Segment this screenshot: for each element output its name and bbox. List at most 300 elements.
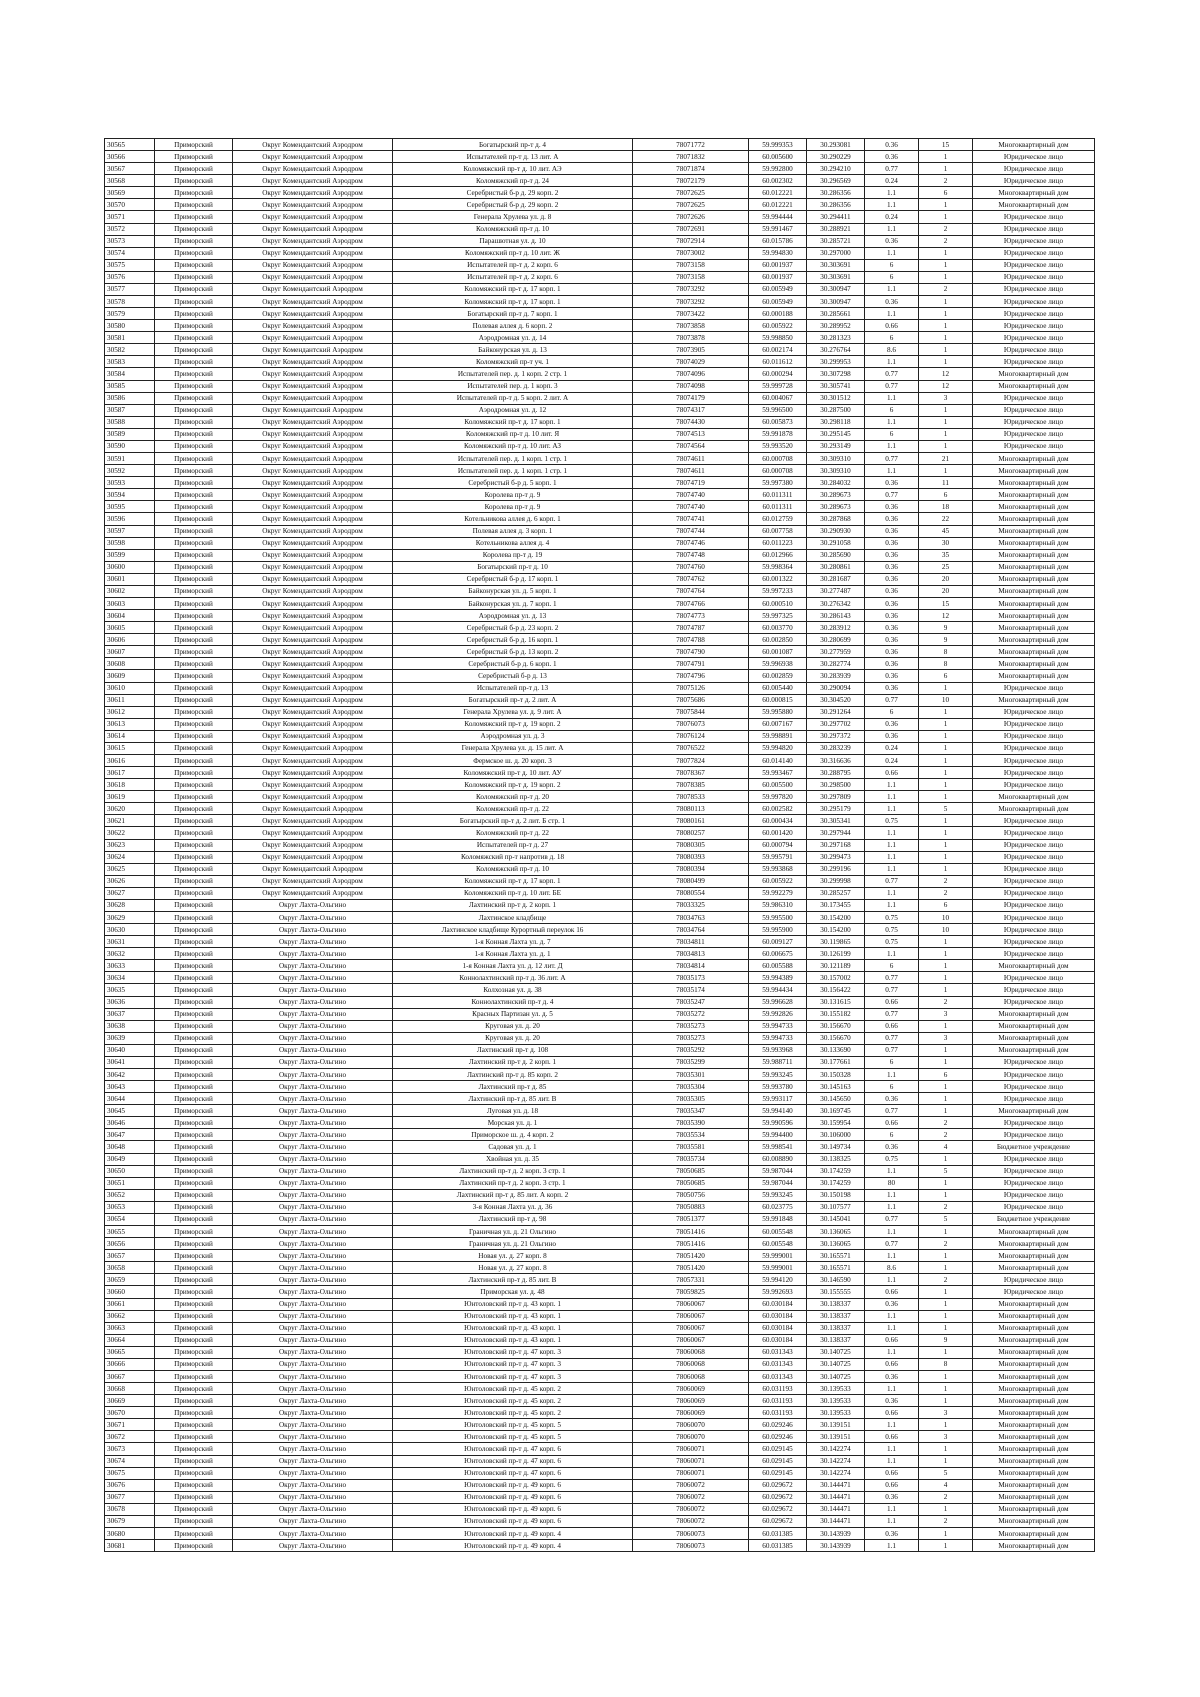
cell-district: Приморский [155, 718, 233, 730]
cell-okrug: Округ Лахта-Ольгино [233, 1238, 393, 1250]
cell-code: 78074179 [633, 392, 749, 404]
cell-code: 78035292 [633, 1044, 749, 1056]
cell-district: Приморский [155, 199, 233, 211]
cell-okrug: Округ Комендантский Аэродром [233, 453, 393, 465]
cell-count: 9 [919, 622, 973, 634]
cell-address: Лахтинский пр-т д. 85 лит. В [393, 1093, 633, 1105]
cell-lon: 30.289673 [807, 489, 865, 501]
cell-count: 1 [919, 1177, 973, 1189]
cell-district: Приморский [155, 1032, 233, 1044]
cell-count: 1 [919, 984, 973, 996]
cell-okrug: Округ Лахта-Ольгино [233, 1020, 393, 1032]
cell-address: Испытателей пр-т д. 27 [393, 839, 633, 851]
cell-id: 30568 [105, 175, 155, 187]
cell-district: Приморский [155, 899, 233, 911]
table-row [105, 742, 1095, 754]
cell-count: 1 [919, 211, 973, 223]
table-body [105, 139, 1095, 1552]
cell-address: Граничная ул. д. 21 Ольгино [393, 1226, 633, 1238]
cell-okrug: Округ Лахта-Ольгино [233, 1105, 393, 1117]
cell-lat: 60.001087 [749, 646, 807, 658]
cell-lat: 60.001420 [749, 827, 807, 839]
cell-lat: 60.029672 [749, 1503, 807, 1515]
cell-code: 78057331 [633, 1274, 749, 1286]
cell-type: Юридическое лицо [973, 235, 1095, 247]
cell-id: 30610 [105, 682, 155, 694]
cell-id: 30617 [105, 767, 155, 779]
cell-code: 78035174 [633, 984, 749, 996]
cell-volume: 1.1 [865, 1310, 919, 1322]
cell-address: Юнтоловский пр-т д. 43 корп. 1 [393, 1310, 633, 1322]
cell-lat: 59.994820 [749, 742, 807, 754]
cell-count: 2 [919, 1491, 973, 1503]
cell-lat: 59.992826 [749, 1008, 807, 1020]
cell-count: 12 [919, 610, 973, 622]
cell-lat: 59.999001 [749, 1250, 807, 1262]
cell-address: Коломяжский пр-т д. 10 лит. БЕ [393, 887, 633, 899]
cell-lat: 60.005500 [749, 779, 807, 791]
cell-okrug: Округ Комендантский Аэродром [233, 597, 393, 609]
cell-lon: 30.165571 [807, 1250, 865, 1262]
cell-district: Приморский [155, 851, 233, 863]
cell-lat: 60.030184 [749, 1298, 807, 1310]
cell-type: Юридическое лицо [973, 332, 1095, 344]
cell-id: 30667 [105, 1370, 155, 1382]
cell-address: Байконурская ул. д. 5 корп. 1 [393, 585, 633, 597]
cell-volume: 0.36 [865, 1141, 919, 1153]
cell-district: Приморский [155, 948, 233, 960]
cell-okrug: Округ Лахта-Ольгино [233, 1310, 393, 1322]
cell-district: Приморский [155, 392, 233, 404]
table-row [105, 1262, 1095, 1274]
cell-address: Юнтоловский пр-т д. 47 корп. 3 [393, 1358, 633, 1370]
cell-lat: 60.031385 [749, 1527, 807, 1539]
cell-lon: 30.299196 [807, 863, 865, 875]
cell-lon: 30.297372 [807, 730, 865, 742]
cell-type: Многоквартирный дом [973, 187, 1095, 199]
cell-type: Юридическое лицо [973, 416, 1095, 428]
cell-okrug: Округ Лахта-Ольгино [233, 899, 393, 911]
cell-lon: 30.281323 [807, 332, 865, 344]
cell-lat: 59.991878 [749, 428, 807, 440]
table-row [105, 839, 1095, 851]
cell-district: Приморский [155, 1491, 233, 1503]
cell-count: 2 [919, 223, 973, 235]
cell-lon: 30.285257 [807, 887, 865, 899]
cell-lon: 30.286143 [807, 610, 865, 622]
cell-address: Юнтоловский пр-т д. 49 корп. 6 [393, 1479, 633, 1491]
cell-address: Байконурская ул. д. 13 [393, 344, 633, 356]
cell-volume: 0.36 [865, 610, 919, 622]
cell-volume: 1.1 [865, 1189, 919, 1201]
cell-code: 78073002 [633, 247, 749, 259]
cell-address: Серебристый б-р д. 29 корп. 2 [393, 187, 633, 199]
cell-id: 30596 [105, 513, 155, 525]
cell-district: Приморский [155, 271, 233, 283]
cell-volume: 0.36 [865, 549, 919, 561]
cell-type: Многоквартирный дом [973, 610, 1095, 622]
table-row [105, 984, 1095, 996]
cell-count: 6 [919, 899, 973, 911]
cell-id: 30595 [105, 501, 155, 513]
cell-district: Приморский [155, 634, 233, 646]
cell-type: Многоквартирный дом [973, 1250, 1095, 1262]
cell-count: 1 [919, 356, 973, 368]
cell-district: Приморский [155, 356, 233, 368]
cell-id: 30627 [105, 887, 155, 899]
cell-code: 78035734 [633, 1153, 749, 1165]
cell-district: Приморский [155, 924, 233, 936]
table-row [105, 283, 1095, 295]
cell-code: 78072625 [633, 199, 749, 211]
cell-volume: 1.1 [865, 465, 919, 477]
cell-address: Испытателей пер. д. 1 корп. 2 стр. 1 [393, 368, 633, 380]
cell-lat: 60.011311 [749, 501, 807, 513]
cell-volume: 0.36 [865, 658, 919, 670]
cell-address: Лахтинское кладбище [393, 912, 633, 924]
cell-lat: 60.000434 [749, 815, 807, 827]
cell-lon: 30.283912 [807, 622, 865, 634]
table-row [105, 1081, 1095, 1093]
cell-type: Юридическое лицо [973, 151, 1095, 163]
cell-address: Коломяжский пр-т д. 10 лит. Я [393, 428, 633, 440]
cell-volume: 0.66 [865, 1479, 919, 1491]
table-row [105, 561, 1095, 573]
table-row [105, 585, 1095, 597]
table-row [105, 1213, 1095, 1225]
cell-address: Коломяжский пр-т д. 17 корп. 1 [393, 416, 633, 428]
cell-id: 30608 [105, 658, 155, 670]
cell-code: 78075686 [633, 694, 749, 706]
cell-lat: 60.002302 [749, 175, 807, 187]
cell-code: 78050883 [633, 1201, 749, 1213]
cell-id: 30664 [105, 1334, 155, 1346]
cell-volume: 1.1 [865, 392, 919, 404]
cell-district: Приморский [155, 827, 233, 839]
cell-lon: 30.285661 [807, 308, 865, 320]
cell-okrug: Округ Лахта-Ольгино [233, 1322, 393, 1334]
cell-count: 1 [919, 1540, 973, 1552]
cell-count: 1 [919, 271, 973, 283]
cell-lon: 30.154200 [807, 924, 865, 936]
cell-count: 1 [919, 440, 973, 452]
cell-address: Серебристый б-р д. 16 корп. 1 [393, 634, 633, 646]
cell-okrug: Округ Комендантский Аэродром [233, 211, 393, 223]
cell-lon: 30.282774 [807, 658, 865, 670]
cell-type: Юридическое лицо [973, 1165, 1095, 1177]
cell-volume: 1.1 [865, 1201, 919, 1213]
cell-id: 30629 [105, 912, 155, 924]
cell-volume: 0.66 [865, 767, 919, 779]
cell-address: Коломяжский пр-т напротив д. 18 [393, 851, 633, 863]
cell-district: Приморский [155, 247, 233, 259]
cell-id: 30626 [105, 875, 155, 887]
cell-type: Многоквартирный дом [973, 622, 1095, 634]
cell-okrug: Округ Комендантский Аэродром [233, 235, 393, 247]
cell-lon: 30.138337 [807, 1298, 865, 1310]
cell-type: Юридическое лицо [973, 404, 1095, 416]
cell-district: Приморский [155, 416, 233, 428]
cell-okrug: Округ Комендантский Аэродром [233, 404, 393, 416]
cell-volume: 6 [865, 259, 919, 271]
cell-lat: 60.002850 [749, 634, 807, 646]
cell-okrug: Округ Лахта-Ольгино [233, 972, 393, 984]
cell-lon: 30.297809 [807, 791, 865, 803]
table-row [105, 1153, 1095, 1165]
cell-count: 1 [919, 851, 973, 863]
cell-count: 1 [919, 259, 973, 271]
cell-lon: 30.289952 [807, 320, 865, 332]
cell-count: 1 [919, 1455, 973, 1467]
table-row [105, 428, 1095, 440]
table-row [105, 440, 1095, 452]
cell-id: 30618 [105, 779, 155, 791]
cell-lat: 60.031193 [749, 1395, 807, 1407]
cell-lat: 60.029672 [749, 1515, 807, 1527]
cell-lon: 30.140725 [807, 1346, 865, 1358]
cell-type: Многоквартирный дом [973, 139, 1095, 151]
cell-lat: 59.992279 [749, 887, 807, 899]
cell-count: 15 [919, 139, 973, 151]
cell-volume: 6 [865, 706, 919, 718]
cell-count: 5 [919, 1467, 973, 1479]
cell-okrug: Округ Лахта-Ольгино [233, 1443, 393, 1455]
table-row [105, 308, 1095, 320]
cell-lon: 30.280861 [807, 561, 865, 573]
cell-address: Аэродромная ул. д. 12 [393, 404, 633, 416]
cell-lon: 30.139533 [807, 1407, 865, 1419]
cell-district: Приморский [155, 803, 233, 815]
cell-address: Юнтоловский пр-т д. 47 корп. 6 [393, 1443, 633, 1455]
cell-lon: 30.140725 [807, 1370, 865, 1382]
cell-lon: 30.136065 [807, 1238, 865, 1250]
cell-id: 30673 [105, 1443, 155, 1455]
cell-id: 30572 [105, 223, 155, 235]
cell-id: 30575 [105, 259, 155, 271]
cell-code: 78035390 [633, 1117, 749, 1129]
cell-count: 1 [919, 972, 973, 984]
cell-id: 30622 [105, 827, 155, 839]
table-row [105, 151, 1095, 163]
cell-okrug: Округ Комендантский Аэродром [233, 573, 393, 585]
cell-count: 4 [919, 1141, 973, 1153]
cell-type: Многоквартирный дом [973, 513, 1095, 525]
cell-district: Приморский [155, 380, 233, 392]
cell-district: Приморский [155, 235, 233, 247]
cell-volume: 1.1 [865, 223, 919, 235]
cell-lon: 30.291264 [807, 706, 865, 718]
cell-district: Приморский [155, 308, 233, 320]
table-row [105, 670, 1095, 682]
cell-district: Приморский [155, 1262, 233, 1274]
cell-type: Многоквартирный дом [973, 1105, 1095, 1117]
table-row [105, 211, 1095, 223]
cell-district: Приморский [155, 525, 233, 537]
cell-lat: 60.007758 [749, 525, 807, 537]
cell-id: 30594 [105, 489, 155, 501]
cell-lat: 59.998891 [749, 730, 807, 742]
cell-address: Лахтинский пр-т д. 85 лит. А корп. 2 [393, 1189, 633, 1201]
cell-district: Приморский [155, 477, 233, 489]
data-table [104, 138, 1095, 1552]
cell-type: Юридическое лицо [973, 271, 1095, 283]
cell-lon: 30.304520 [807, 694, 865, 706]
cell-id: 30641 [105, 1056, 155, 1068]
table-row [105, 791, 1095, 803]
table-row [105, 779, 1095, 791]
cell-id: 30605 [105, 622, 155, 634]
cell-lon: 30.276764 [807, 344, 865, 356]
cell-id: 30659 [105, 1274, 155, 1286]
cell-count: 1 [919, 791, 973, 803]
cell-type: Юридическое лицо [973, 356, 1095, 368]
cell-district: Приморский [155, 779, 233, 791]
cell-code: 78074740 [633, 501, 749, 513]
cell-code: 78034764 [633, 924, 749, 936]
cell-id: 30625 [105, 863, 155, 875]
cell-id: 30601 [105, 573, 155, 585]
cell-id: 30660 [105, 1286, 155, 1298]
cell-type: Юридическое лицо [973, 1069, 1095, 1081]
cell-lat: 59.994140 [749, 1105, 807, 1117]
cell-type: Многоквартирный дом [973, 1020, 1095, 1032]
cell-address: Луговая ул. д. 18 [393, 1105, 633, 1117]
table-row [105, 416, 1095, 428]
table-row [105, 247, 1095, 259]
cell-lon: 30.154200 [807, 912, 865, 924]
cell-okrug: Округ Лахта-Ольгино [233, 1250, 393, 1262]
cell-okrug: Округ Комендантский Аэродром [233, 440, 393, 452]
cell-code: 78078385 [633, 779, 749, 791]
cell-lon: 30.307298 [807, 368, 865, 380]
cell-volume: 0.36 [865, 1491, 919, 1503]
cell-okrug: Округ Лахта-Ольгино [233, 1177, 393, 1189]
cell-address: Коннолахтинский пр-т д. 36 лит. А [393, 972, 633, 984]
cell-code: 78076522 [633, 742, 749, 754]
cell-district: Приморский [155, 839, 233, 851]
cell-address: Юнтоловский пр-т д. 43 корп. 1 [393, 1298, 633, 1310]
cell-count: 1 [919, 1226, 973, 1238]
cell-count: 1 [919, 344, 973, 356]
cell-id: 30640 [105, 1044, 155, 1056]
cell-count: 3 [919, 1032, 973, 1044]
cell-okrug: Округ Комендантский Аэродром [233, 803, 393, 815]
cell-lon: 30.174259 [807, 1165, 865, 1177]
cell-lat: 60.031385 [749, 1540, 807, 1552]
cell-type: Юридическое лицо [973, 211, 1095, 223]
cell-volume: 0.66 [865, 1431, 919, 1443]
cell-code: 78050756 [633, 1189, 749, 1201]
cell-count: 1 [919, 706, 973, 718]
cell-address: Испытателей пер. д. 1 корп. 1 стр. 1 [393, 465, 633, 477]
cell-id: 30586 [105, 392, 155, 404]
cell-code: 78060068 [633, 1358, 749, 1370]
cell-okrug: Округ Комендантский Аэродром [233, 308, 393, 320]
cell-id: 30663 [105, 1322, 155, 1334]
cell-lon: 30.139151 [807, 1431, 865, 1443]
table-row [105, 1069, 1095, 1081]
cell-lon: 30.294210 [807, 163, 865, 175]
cell-okrug: Округ Комендантский Аэродром [233, 875, 393, 887]
cell-code: 78076073 [633, 718, 749, 730]
table-row [105, 223, 1095, 235]
cell-district: Приморский [155, 1298, 233, 1310]
cell-id: 30668 [105, 1383, 155, 1395]
cell-type: Юридическое лицо [973, 887, 1095, 899]
cell-code: 78073858 [633, 320, 749, 332]
cell-lat: 60.011223 [749, 537, 807, 549]
cell-type: Юридическое лицо [973, 706, 1095, 718]
cell-count: 1 [919, 682, 973, 694]
cell-count: 18 [919, 501, 973, 513]
cell-address: Коломяжский пр-т д. 24 [393, 175, 633, 187]
cell-okrug: Округ Лахта-Ольгино [233, 1503, 393, 1515]
cell-district: Приморский [155, 1419, 233, 1431]
table-row [105, 1226, 1095, 1238]
cell-id: 30643 [105, 1081, 155, 1093]
cell-okrug: Округ Комендантский Аэродром [233, 187, 393, 199]
cell-okrug: Округ Лахта-Ольгино [233, 1213, 393, 1225]
cell-lat: 59.998364 [749, 561, 807, 573]
cell-code: 78074773 [633, 610, 749, 622]
cell-address: Лахтинский пр-т д. 98 [393, 1213, 633, 1225]
cell-volume: 6 [865, 332, 919, 344]
cell-volume: 1.1 [865, 247, 919, 259]
cell-district: Приморский [155, 223, 233, 235]
cell-address: Испытателей пр-т д. 2 корп. 6 [393, 259, 633, 271]
cell-id: 30573 [105, 235, 155, 247]
cell-volume: 0.77 [865, 1213, 919, 1225]
cell-type: Юридическое лицо [973, 851, 1095, 863]
cell-type: Многоквартирный дом [973, 1540, 1095, 1552]
cell-lat: 60.023775 [749, 1201, 807, 1213]
cell-lon: 30.173455 [807, 899, 865, 911]
cell-district: Приморский [155, 1467, 233, 1479]
cell-district: Приморский [155, 549, 233, 561]
cell-address: Котельникова аллея д. 4 [393, 537, 633, 549]
cell-district: Приморский [155, 1020, 233, 1032]
cell-okrug: Округ Лахта-Ольгино [233, 1262, 393, 1274]
cell-code: 78060072 [633, 1491, 749, 1503]
cell-code: 78035304 [633, 1081, 749, 1093]
table-row [105, 924, 1095, 936]
cell-code: 78051377 [633, 1213, 749, 1225]
cell-lat: 59.996628 [749, 996, 807, 1008]
cell-district: Приморский [155, 1479, 233, 1491]
cell-lon: 30.106000 [807, 1129, 865, 1141]
cell-type: Многоквартирный дом [973, 1008, 1095, 1020]
cell-id: 30648 [105, 1141, 155, 1153]
cell-lat: 59.997325 [749, 610, 807, 622]
cell-volume: 1.1 [865, 1165, 919, 1177]
cell-lon: 30.144471 [807, 1479, 865, 1491]
cell-district: Приморский [155, 972, 233, 984]
cell-lon: 30.294411 [807, 211, 865, 223]
cell-okrug: Округ Лахта-Ольгино [233, 1189, 393, 1201]
table-row [105, 271, 1095, 283]
cell-volume: 6 [865, 1081, 919, 1093]
table-row [105, 597, 1095, 609]
cell-count: 15 [919, 597, 973, 609]
cell-id: 30579 [105, 308, 155, 320]
cell-district: Приморский [155, 887, 233, 899]
cell-id: 30576 [105, 271, 155, 283]
cell-address: Испытателей пер. д. 1 корп. 3 [393, 380, 633, 392]
cell-lat: 59.986310 [749, 899, 807, 911]
cell-type: Бюджетное учреждение [973, 1141, 1095, 1153]
cell-district: Приморский [155, 1407, 233, 1419]
cell-volume: 1.1 [865, 1274, 919, 1286]
